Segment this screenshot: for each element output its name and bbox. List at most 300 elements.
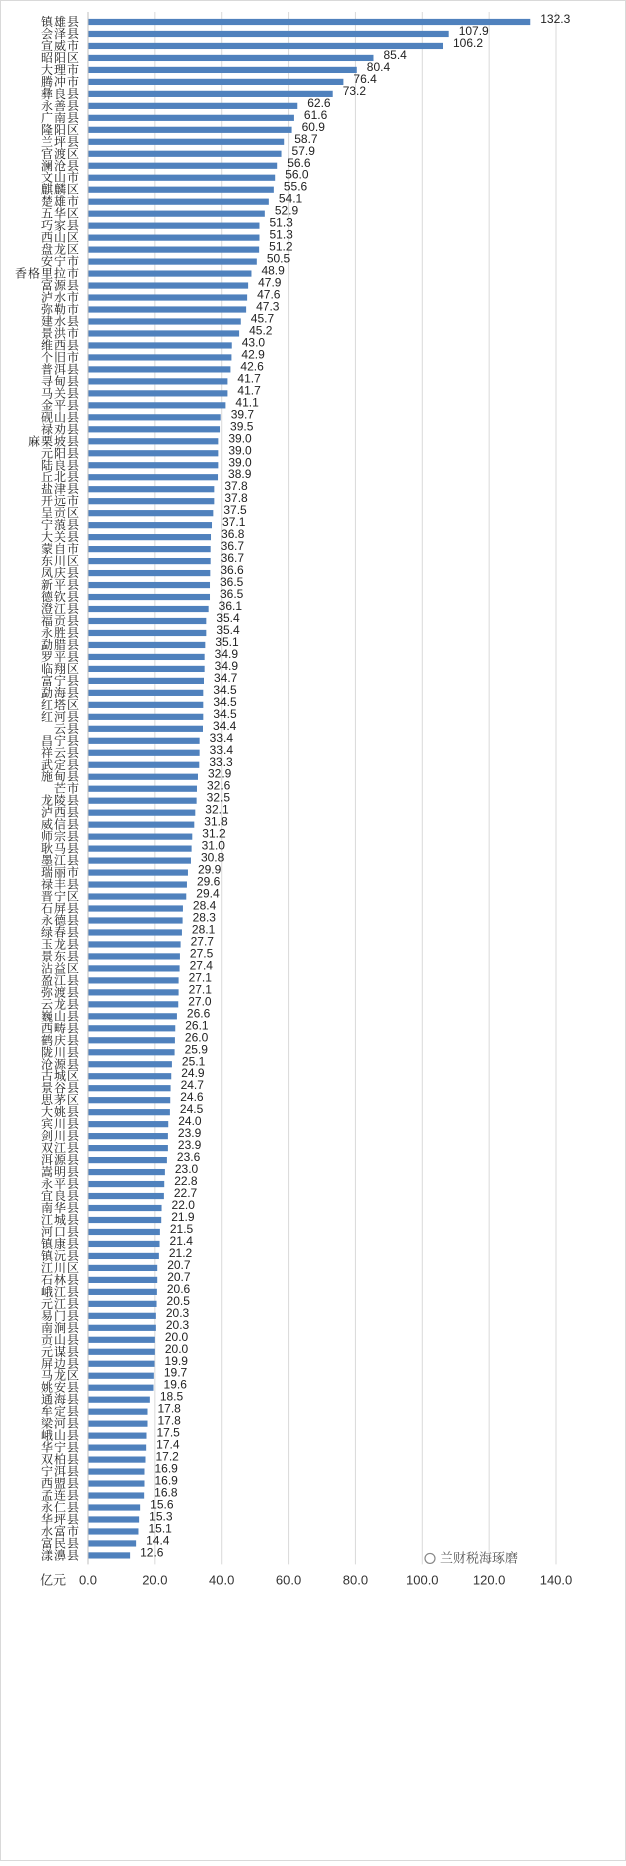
category-label: 永仁县: [40, 1500, 80, 1515]
value-label: 27.7: [190, 934, 214, 949]
bar: [88, 139, 284, 145]
category-label: 西盟县: [40, 1476, 80, 1491]
bar: [88, 762, 199, 768]
bar: [88, 941, 181, 947]
value-label: 60.9: [301, 119, 325, 134]
value-label: 23.9: [177, 1138, 202, 1153]
value-label: 37.1: [222, 515, 246, 530]
category-label: 楚雄市: [40, 194, 80, 209]
category-label: 红河县: [40, 709, 80, 724]
bar: [88, 1205, 162, 1211]
bar: [88, 55, 373, 61]
bar: [88, 1385, 154, 1391]
category-label: 勐腊县: [40, 637, 80, 652]
category-label: 大关县: [40, 530, 80, 545]
bar: [88, 1109, 170, 1115]
value-label: 28.3: [192, 910, 216, 925]
value-label: 26.1: [185, 1018, 209, 1033]
value-label: 33.4: [209, 742, 234, 757]
value-label: 42.9: [241, 347, 265, 362]
value-label: 32.6: [206, 778, 231, 793]
bar: [88, 1121, 168, 1127]
bar: [88, 1265, 157, 1271]
bar: [88, 893, 186, 899]
category-label: 洱源县: [40, 1153, 80, 1168]
value-label: 36.5: [220, 575, 244, 590]
value-label: 27.4: [189, 958, 213, 973]
bar: [88, 618, 206, 624]
bar: [88, 702, 203, 708]
bar: [88, 1157, 167, 1163]
bar: [88, 678, 204, 684]
category-label: 宾川县: [40, 1117, 80, 1132]
bar: [88, 366, 230, 372]
bar: [88, 438, 218, 444]
category-label: 景洪市: [40, 326, 80, 341]
bar: [88, 1097, 170, 1103]
bar: [88, 798, 197, 804]
bar: [88, 1037, 175, 1043]
value-label: 32.1: [205, 802, 229, 817]
value-label: 20.3: [165, 1305, 190, 1320]
bar: [88, 570, 210, 576]
category-label: 禄丰县: [40, 877, 80, 892]
category-label: 红塔区: [40, 697, 80, 712]
value-label: 34.5: [213, 694, 237, 709]
value-label: 80.4: [366, 59, 391, 74]
category-label: 昌宁县: [40, 733, 80, 748]
bar: [88, 223, 259, 229]
category-label: 姚安县: [40, 1380, 80, 1395]
bar: [88, 606, 209, 612]
bar: [88, 163, 277, 169]
value-label: 36.7: [220, 551, 245, 566]
category-label: 漾濞县: [40, 1548, 80, 1563]
category-label: 元谋县: [40, 1344, 80, 1359]
bar: [88, 857, 191, 863]
bar: [88, 247, 259, 253]
category-label: 景东县: [40, 949, 80, 964]
bar: [88, 1349, 155, 1355]
category-label: 金平县: [40, 398, 80, 413]
bar: [88, 1313, 156, 1319]
category-label: 新平县: [40, 578, 80, 593]
bar: [88, 474, 218, 480]
category-label: 沾益区: [40, 961, 80, 976]
value-label: 20.3: [165, 1317, 190, 1332]
category-label: 镇沅县: [40, 1248, 80, 1263]
bar: [88, 1085, 171, 1091]
category-label: 建水县: [40, 314, 80, 329]
value-label: 31.0: [201, 838, 225, 853]
value-label: 21.4: [169, 1233, 193, 1248]
bar: [88, 965, 180, 971]
value-label: 61.6: [303, 107, 328, 122]
bar: [88, 282, 248, 288]
bar: [88, 1169, 165, 1175]
value-label: 35.4: [216, 610, 240, 625]
category-label: 永善县: [40, 98, 80, 113]
x-tick-label: 100.0: [406, 1572, 439, 1588]
category-label: 宁蒗县: [40, 518, 80, 533]
bar: [88, 1456, 145, 1462]
value-label: 29.6: [196, 874, 221, 889]
category-label: 昭阳区: [40, 50, 80, 65]
category-label: 武定县: [40, 757, 80, 772]
category-label: 德钦县: [40, 590, 80, 605]
bar: [88, 1013, 177, 1019]
value-label: 35.1: [215, 634, 239, 649]
bar: [88, 977, 179, 983]
value-label: 24.0: [178, 1114, 202, 1129]
value-label: 27.1: [188, 970, 212, 985]
bar: [88, 151, 282, 157]
x-tick-label: 120.0: [472, 1572, 506, 1588]
value-label: 34.9: [214, 646, 239, 661]
bar: [88, 91, 333, 97]
value-label: 36.5: [220, 587, 244, 602]
value-label: 52.9: [274, 203, 299, 218]
bar: [88, 1073, 171, 1079]
bar: [88, 1277, 157, 1283]
bar: [88, 450, 218, 456]
value-label: 132.3: [540, 11, 571, 26]
bar: [88, 1289, 157, 1295]
value-label: 34.5: [213, 706, 237, 721]
bar: [88, 354, 231, 360]
category-label: 安宁市: [40, 254, 80, 269]
bar: [88, 115, 294, 121]
value-label: 22.0: [171, 1198, 195, 1213]
bar: [88, 1217, 161, 1223]
bar: [88, 666, 205, 672]
bar: [88, 1373, 154, 1379]
bar: [88, 1253, 159, 1259]
category-label: 广南县: [40, 110, 80, 125]
bar: [88, 1001, 178, 1007]
value-label: 25.1: [181, 1054, 206, 1069]
bar: [88, 582, 210, 588]
bar: [88, 642, 205, 648]
bar: [88, 294, 247, 300]
value-label: 55.6: [283, 179, 308, 194]
category-label: 绿春县: [40, 925, 80, 940]
value-label: 37.5: [223, 503, 247, 518]
category-label: 麻栗坡县: [27, 434, 80, 449]
value-label: 73.2: [342, 83, 367, 98]
category-label: 古城区: [40, 1069, 80, 1084]
category-label: 禄劝县: [40, 422, 80, 437]
category-label: 富民县: [40, 1536, 80, 1551]
bar: [88, 1397, 150, 1403]
category-label: 元阳县: [40, 446, 80, 461]
category-label: 施甸县: [40, 769, 80, 784]
category-label: 孟连县: [40, 1488, 80, 1503]
value-label: 15.1: [148, 1521, 172, 1536]
value-label: 28.4: [192, 898, 217, 913]
value-label: 48.9: [261, 263, 285, 278]
category-label: 兰坪县: [40, 134, 80, 149]
value-label: 27.0: [188, 994, 212, 1009]
value-label: 29.4: [196, 886, 220, 901]
category-label: 西畴县: [40, 1021, 80, 1036]
value-label: 21.5: [169, 1221, 194, 1236]
bar: [88, 486, 214, 492]
bar: [88, 175, 275, 181]
value-label: 58.7: [294, 131, 318, 146]
bar: [88, 211, 265, 217]
category-label: 勐海县: [40, 685, 80, 700]
category-label: 西山区: [40, 230, 80, 245]
value-label: 23.9: [177, 1126, 202, 1141]
category-label: 芒市: [53, 781, 80, 796]
value-label: 28.1: [191, 922, 216, 937]
category-label: 马龙区: [40, 1368, 80, 1383]
value-label: 27.5: [189, 946, 214, 961]
bar: [88, 1025, 175, 1031]
category-label: 维西县: [40, 338, 80, 353]
bar: [88, 1337, 155, 1343]
bar: [88, 953, 180, 959]
watermark: [425, 1550, 518, 1566]
category-label: 峨山县: [40, 1428, 80, 1443]
x-tick-label: 140.0: [539, 1572, 573, 1588]
category-label: 凤庆县: [40, 566, 80, 581]
bar: [88, 989, 179, 995]
value-label: 26.6: [186, 1006, 211, 1021]
value-label: 21.2: [168, 1245, 193, 1260]
value-label: 56.6: [287, 155, 311, 170]
bar: [88, 786, 197, 792]
bar: [88, 1421, 148, 1427]
bar: [88, 1193, 164, 1199]
bar: [88, 378, 227, 384]
value-label: 20.7: [167, 1269, 191, 1284]
bar: [88, 1049, 175, 1055]
value-label: 36.1: [218, 599, 243, 614]
category-label: 大理市: [40, 62, 80, 77]
value-label: 37.8: [224, 479, 248, 494]
category-label: 威信县: [40, 817, 80, 832]
category-label: 东川区: [40, 554, 80, 569]
bar: [88, 1133, 168, 1139]
category-label: 鹤庆县: [40, 1033, 80, 1048]
value-label: 47.3: [256, 299, 280, 314]
value-label: 19.9: [164, 1353, 188, 1368]
value-label: 36.8: [221, 527, 245, 542]
value-label: 26.0: [184, 1030, 209, 1045]
value-label: 37.8: [224, 491, 248, 506]
bar: [88, 402, 225, 408]
category-label: 宣威市: [40, 38, 80, 53]
value-label: 23.6: [176, 1150, 201, 1165]
category-label: 宜良县: [40, 1189, 80, 1204]
category-label: 盐津县: [40, 482, 80, 497]
value-label: 17.4: [156, 1437, 180, 1452]
bar: [88, 258, 257, 264]
value-label: 34.4: [212, 718, 237, 733]
value-label: 24.6: [180, 1090, 204, 1105]
value-label: 45.7: [250, 311, 275, 326]
bar: [88, 558, 211, 564]
category-label: 丘北县: [40, 470, 80, 485]
category-label: 寻甸县: [40, 374, 80, 389]
bar: [88, 462, 218, 468]
value-label: 24.7: [180, 1078, 204, 1093]
value-label: 31.8: [204, 814, 228, 829]
category-label: 嵩明县: [40, 1165, 80, 1180]
bar: [88, 1540, 136, 1546]
bar: [88, 774, 198, 780]
value-label: 15.6: [150, 1497, 174, 1512]
category-label: 通海县: [40, 1392, 80, 1407]
value-label: 21.9: [171, 1209, 195, 1224]
value-label: 38.9: [228, 467, 252, 482]
value-label: 36.6: [220, 563, 244, 578]
value-label: 47.6: [257, 287, 281, 302]
category-label: 龙陵县: [40, 793, 80, 808]
bar: [88, 1241, 160, 1247]
bar: [88, 822, 194, 828]
value-label: 12.6: [140, 1545, 164, 1560]
category-label: 双柏县: [40, 1452, 80, 1467]
category-label: 澜沧县: [40, 158, 80, 173]
value-label: 56.0: [285, 167, 309, 182]
value-label: 43.0: [241, 335, 266, 350]
category-label: 贡山县: [40, 1332, 80, 1347]
bar: [88, 103, 297, 109]
x-tick-label: 0.0: [78, 1572, 98, 1588]
category-label: 盈江县: [40, 973, 80, 988]
value-label: 19.6: [163, 1377, 187, 1392]
value-label: 39.5: [230, 419, 254, 434]
value-label: 22.8: [174, 1174, 198, 1189]
value-label: 41.7: [237, 371, 261, 386]
bar: [88, 546, 211, 552]
value-label: 51.3: [269, 215, 293, 230]
value-label: 57.9: [291, 143, 315, 158]
bar: [88, 594, 210, 600]
category-label: 陇川县: [40, 1045, 80, 1060]
category-label: 呈贡区: [40, 506, 80, 521]
category-label: 马关县: [40, 386, 80, 401]
bar: [88, 1480, 144, 1486]
category-label: 华坪县: [40, 1512, 80, 1527]
bar: [88, 1325, 156, 1331]
category-label: 普洱县: [40, 362, 80, 377]
value-label: 51.3: [269, 227, 293, 242]
bar: [88, 1181, 164, 1187]
category-label: 南涧县: [40, 1320, 80, 1335]
category-label: 罗平县: [40, 649, 80, 664]
watermark-text: 兰财税海琢磨: [440, 1551, 519, 1567]
category-label: 泸水市: [40, 290, 80, 305]
bar: [88, 1301, 157, 1307]
value-label: 17.8: [157, 1413, 181, 1428]
category-label: 峨江县: [40, 1284, 80, 1299]
category-label: 镇雄县: [40, 14, 80, 29]
value-label: 20.5: [166, 1293, 190, 1308]
bar: [88, 929, 182, 935]
bar: [88, 1468, 144, 1474]
bar: [88, 881, 187, 887]
category-label: 麒麟区: [40, 182, 80, 197]
category-label: 文山市: [40, 170, 80, 185]
value-label: 34.7: [213, 670, 238, 685]
unit-label: 亿元: [40, 1573, 67, 1589]
bar: [88, 1504, 140, 1510]
bar: [88, 127, 292, 133]
value-label: 33.3: [209, 754, 233, 769]
bar: [88, 414, 221, 420]
category-label: 富宁县: [40, 673, 80, 688]
bar: [88, 390, 227, 396]
value-label: 34.9: [214, 658, 239, 673]
bar: [88, 810, 195, 816]
category-label: 开远市: [40, 494, 80, 509]
category-label: 屏边县: [40, 1356, 80, 1371]
bar: [88, 1433, 147, 1439]
category-label: 晋宁区: [40, 889, 80, 904]
value-label: 20.0: [164, 1329, 189, 1344]
bar: [88, 630, 206, 636]
value-label: 51.2: [269, 239, 293, 254]
category-label: 思茅区: [40, 1093, 80, 1108]
value-label: 17.2: [155, 1449, 179, 1464]
bar: [88, 510, 213, 516]
category-label: 香格里拉市: [14, 266, 80, 281]
bar: [88, 31, 449, 37]
bar: [88, 187, 274, 193]
category-label: 砚山县: [40, 410, 80, 425]
value-label: 31.2: [202, 826, 226, 841]
bar: [88, 834, 192, 840]
category-label: 弥渡县: [40, 985, 80, 1000]
value-label: 45.2: [249, 323, 273, 338]
bar: [88, 738, 200, 744]
category-label: 江城县: [40, 1212, 80, 1227]
value-label: 34.5: [213, 682, 237, 697]
value-label: 14.4: [146, 1533, 170, 1548]
category-label: 双江县: [40, 1141, 80, 1156]
value-label: 15.3: [149, 1509, 173, 1524]
category-label: 永德县: [40, 913, 80, 928]
category-label: 宁洱县: [40, 1464, 80, 1479]
bar: [88, 67, 357, 73]
bar: [88, 726, 203, 732]
value-label: 39.0: [228, 443, 252, 458]
category-label: 富源县: [40, 278, 80, 293]
bar: [88, 342, 232, 348]
bar: [88, 235, 259, 241]
bar: [88, 1552, 130, 1558]
category-label: 玉龙县: [40, 937, 80, 952]
value-label: 24.9: [181, 1066, 205, 1081]
bar: [88, 498, 214, 504]
bar: [88, 1528, 138, 1534]
bar: [88, 306, 246, 312]
value-label: 20.6: [166, 1281, 191, 1296]
category-label: 南华县: [40, 1201, 80, 1216]
value-label: 27.1: [188, 982, 212, 997]
bar: [88, 1229, 160, 1235]
category-label: 巧家县: [40, 218, 80, 233]
bar: [88, 330, 239, 336]
value-label: 16.9: [154, 1473, 178, 1488]
bar: [88, 1492, 144, 1498]
bar: [88, 522, 212, 528]
value-label: 17.5: [156, 1425, 180, 1440]
